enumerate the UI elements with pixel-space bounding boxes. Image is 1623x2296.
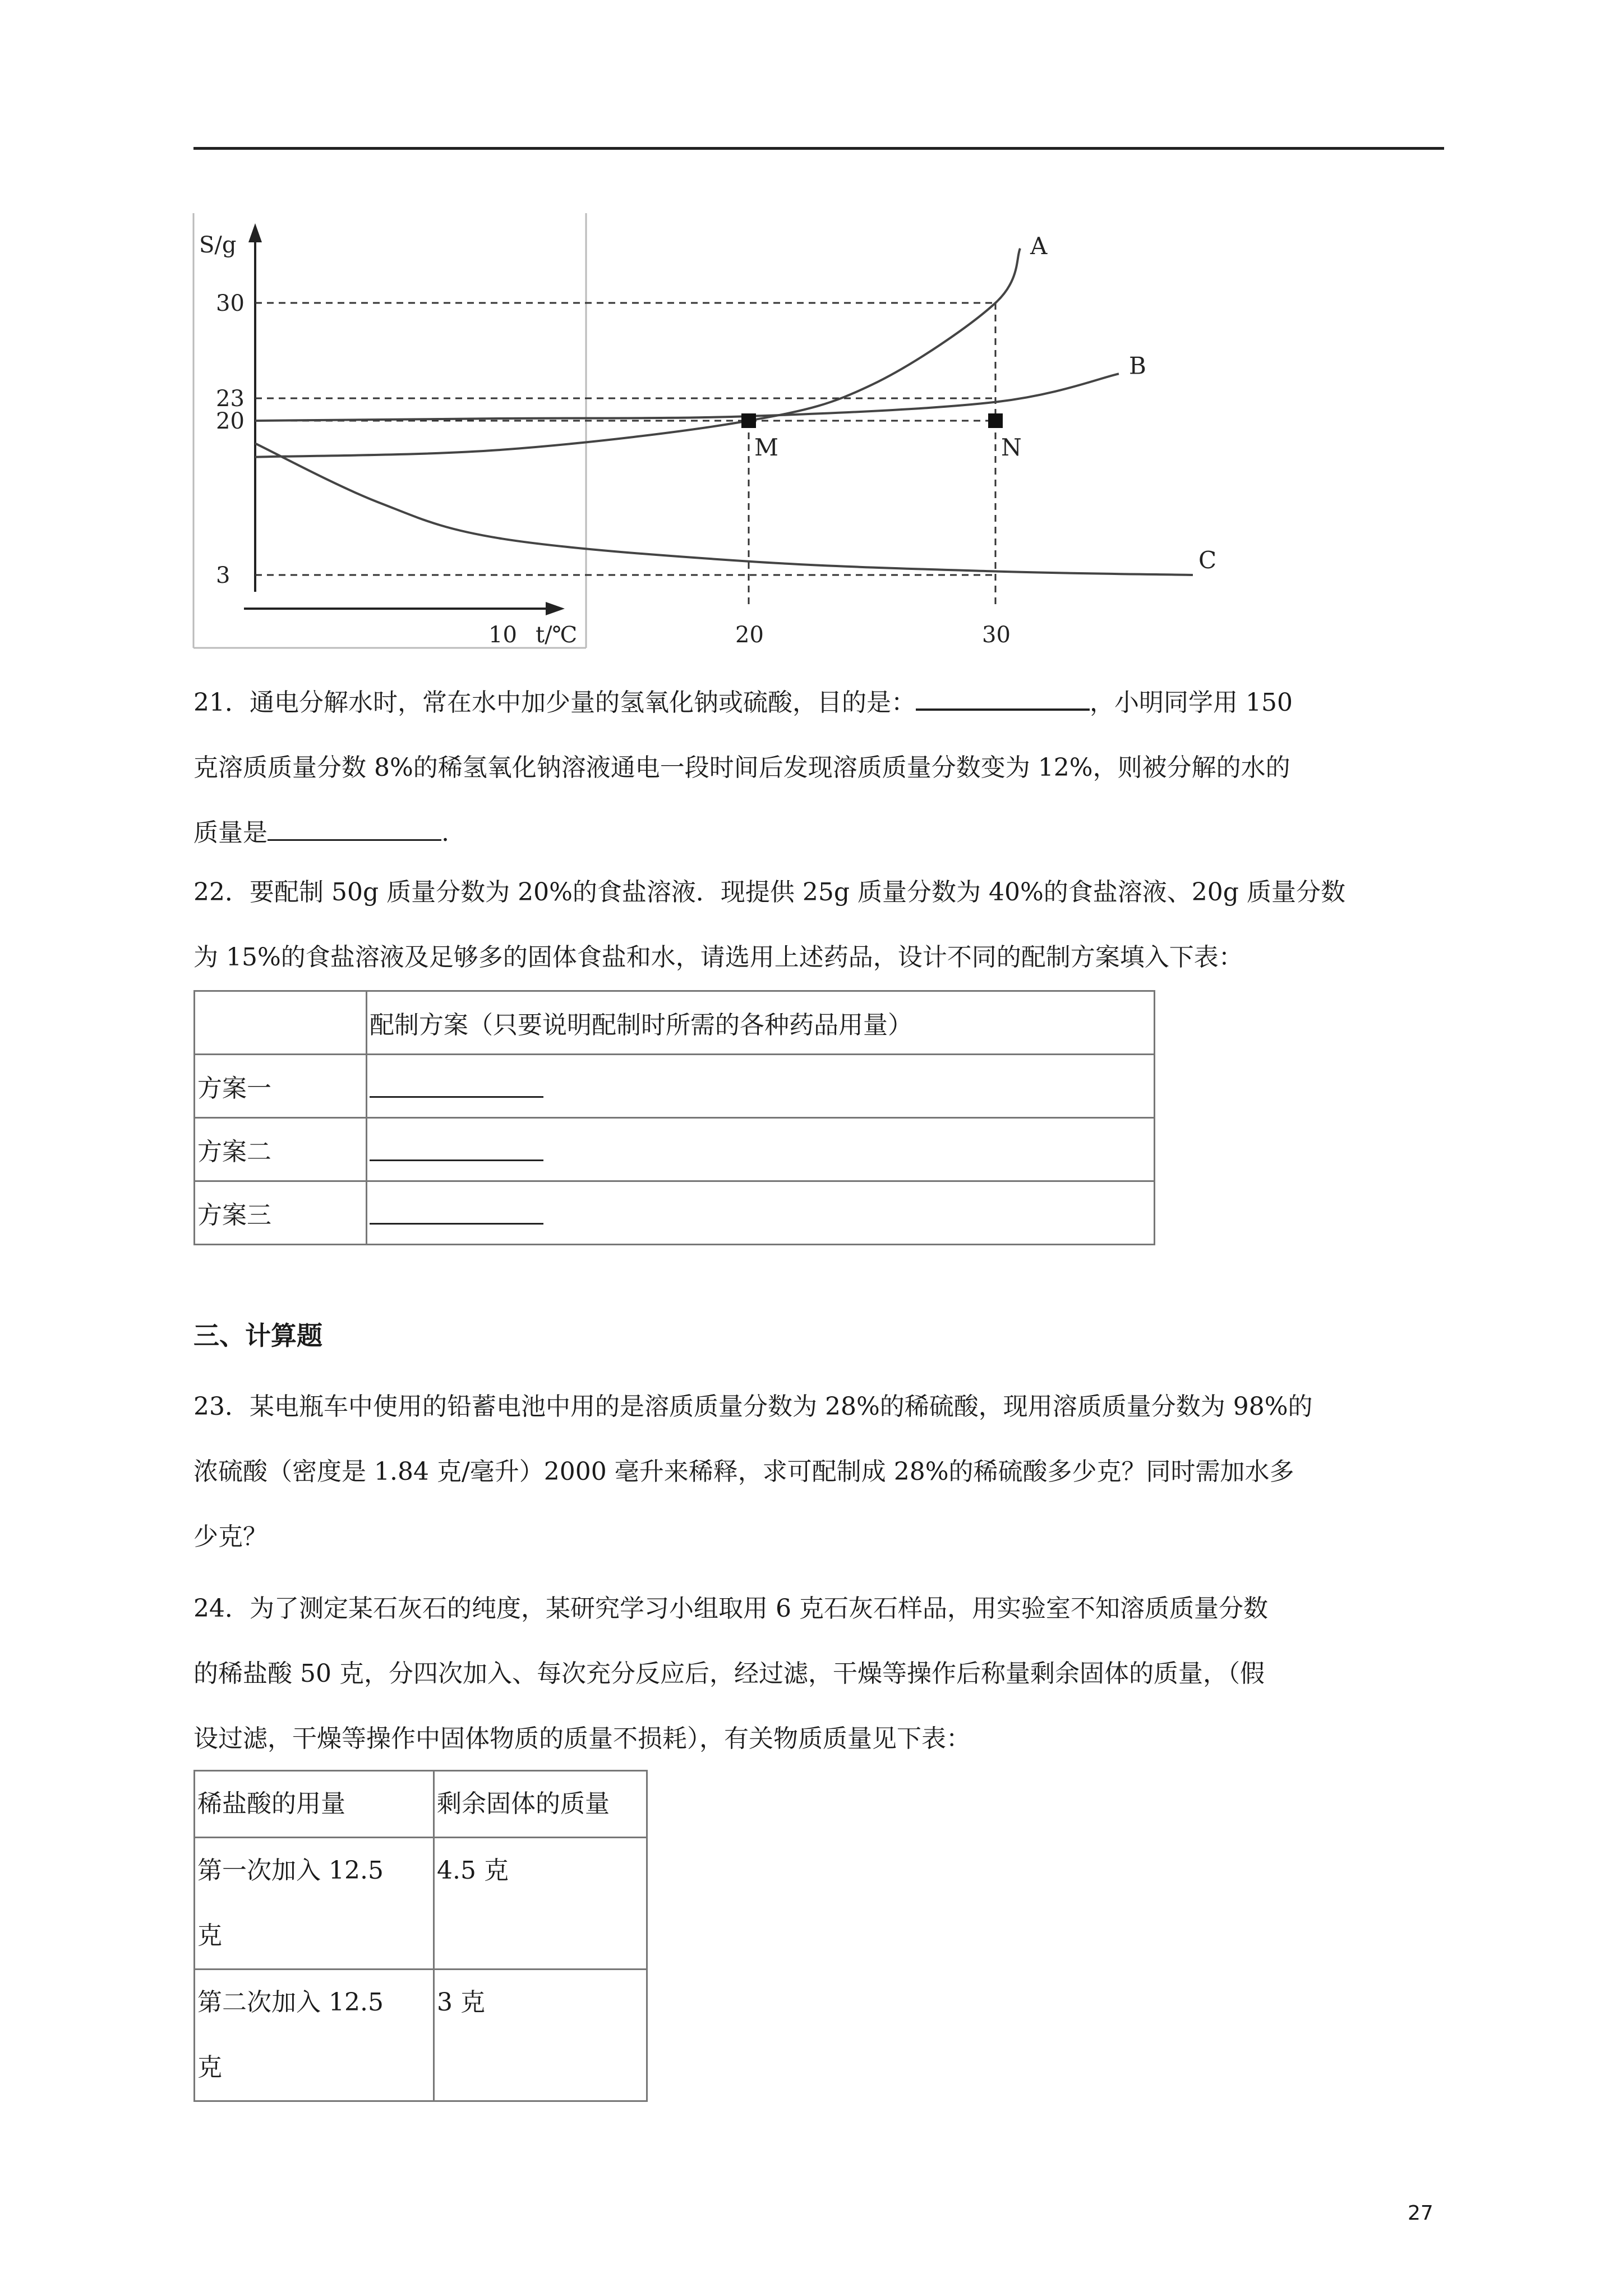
question-24	[193, 1576, 1444, 1772]
y-axis-label: S/g	[199, 232, 237, 258]
q21-blank-mass[interactable]	[268, 811, 441, 841]
solid-mass-cell: 4.5 克	[434, 1838, 647, 1970]
question-22	[193, 860, 1444, 990]
q21-blank-purpose[interactable]	[916, 680, 1090, 711]
acid-amount: 第二次加入 12.5	[197, 1988, 384, 2017]
plan-label: 方案二	[195, 1118, 367, 1181]
plan-blank[interactable]	[370, 1068, 543, 1098]
q23-line1: 23．某电瓶车中使用的铅蓄电池中用的是溶质质量分数为 28%的稀硫酸，现用溶质质量分数为 98%的	[193, 1392, 1313, 1421]
point-label-n: N	[1001, 434, 1022, 461]
table-row	[195, 1970, 647, 2101]
table-row	[195, 1181, 1155, 1245]
q21-text-b: ，小明同学用 150	[1090, 688, 1293, 717]
plan-table-header: 配制方案（只要说明配制时所需的各种药品用量）	[367, 991, 1155, 1055]
x-tick-label: 10	[488, 622, 517, 648]
plan-blank[interactable]	[370, 1131, 543, 1161]
solid-mass-cell: 3 克	[434, 1970, 647, 2101]
q21-text: 21．通电分解水时，常在水中加少量的氢氧化钠或硫酸，目的是：	[193, 688, 916, 717]
q23-line2: 浓硫酸（密度是 1.84 克/毫升）2000 毫升来稀释，求可配制成 28%的稀硫酸多少克？同时需加水多	[193, 1457, 1294, 1486]
chart-series	[255, 249, 1193, 575]
y-tick-label: 23	[216, 386, 245, 412]
x-tick-label: 30	[982, 622, 1011, 648]
q24-line3: 设过滤，干燥等操作中固体物质的质量不损耗），有关物质质量见下表：	[193, 1724, 971, 1753]
y-tick-label: 3	[216, 563, 230, 588]
x-axis-arrow	[546, 602, 565, 615]
x-tick-label: 20	[735, 622, 764, 648]
point-marker-m	[741, 413, 756, 428]
plan-blank[interactable]	[370, 1195, 543, 1225]
plan-answer-cell	[367, 1181, 1155, 1245]
acid-unit: 克	[197, 2053, 222, 2082]
x-axis-label: t/℃	[536, 622, 578, 648]
chart-axes	[193, 213, 586, 648]
q23-line3: 少克？	[193, 1522, 268, 1551]
question-23	[193, 1374, 1444, 1570]
q21-text-c: 质量是	[193, 818, 268, 847]
q24-line1: 24．为了测定某石灰石的纯度，某研究学习小组取用 6 克石灰石样品，用实验室不知溶质质量分数	[193, 1594, 1268, 1623]
series-line-c	[255, 443, 1193, 575]
series-line-a	[255, 249, 1020, 457]
table-row	[195, 1838, 647, 1970]
table-row	[195, 1055, 1155, 1118]
page-number: 27	[1408, 2202, 1433, 2225]
header-rule	[193, 147, 1444, 150]
question-21	[193, 670, 1444, 866]
plan-table	[193, 990, 1155, 1245]
acid-amount: 第一次加入 12.5	[197, 1856, 384, 1885]
plan-label: 方案一	[195, 1055, 367, 1118]
series-label-a: A	[1030, 232, 1048, 260]
q21-text-d: .	[441, 818, 449, 847]
acid-table	[193, 1770, 648, 2102]
point-label-m: M	[754, 434, 779, 461]
point-marker-n	[988, 413, 1003, 428]
acid-table-header: 稀盐酸的用量	[195, 1771, 434, 1838]
plan-answer-cell	[367, 1118, 1155, 1181]
acid-table-header: 剩余固体的质量	[434, 1771, 647, 1838]
solubility-chart	[193, 213, 1217, 651]
q21-line2: 克溶质质量分数 8%的稀氢氧化钠溶液通电一段时间后发现溶质质量分数变为 12%，则被分解的水的	[193, 753, 1290, 782]
plan-answer-cell	[367, 1055, 1155, 1118]
y-tick-label: 30	[216, 291, 245, 316]
y-tick-label: 20	[216, 408, 245, 434]
table-row	[195, 1771, 647, 1838]
table-row	[195, 1118, 1155, 1181]
acid-unit: 克	[197, 1921, 222, 1950]
acid-amount-cell	[195, 1838, 434, 1970]
section-title: 三、计算题	[193, 1320, 322, 1351]
table-row	[195, 991, 1155, 1055]
q22-line1: 22．要配制 50g 质量分数为 20%的食盐溶液．现提供 25g 质量分数为 40%的食盐溶液、20g 质量分数	[193, 878, 1345, 907]
plan-label: 方案三	[195, 1181, 367, 1245]
q22-line2: 为 15%的食盐溶液及足够多的固体食盐和水，请选用上述药品，设计不同的配制方案填入下表：	[193, 943, 1243, 972]
series-label-b: B	[1129, 352, 1146, 380]
y-axis-arrow	[248, 223, 262, 242]
plan-table-corner	[195, 991, 367, 1055]
acid-amount-cell	[195, 1970, 434, 2101]
series-label-c: C	[1198, 546, 1217, 574]
q24-line2: 的稀盐酸 50 克，分四次加入、每次充分反应后，经过滤，干燥等操作后称量剩余固体的质量，（假	[193, 1659, 1265, 1688]
chart-labels	[199, 232, 1216, 648]
